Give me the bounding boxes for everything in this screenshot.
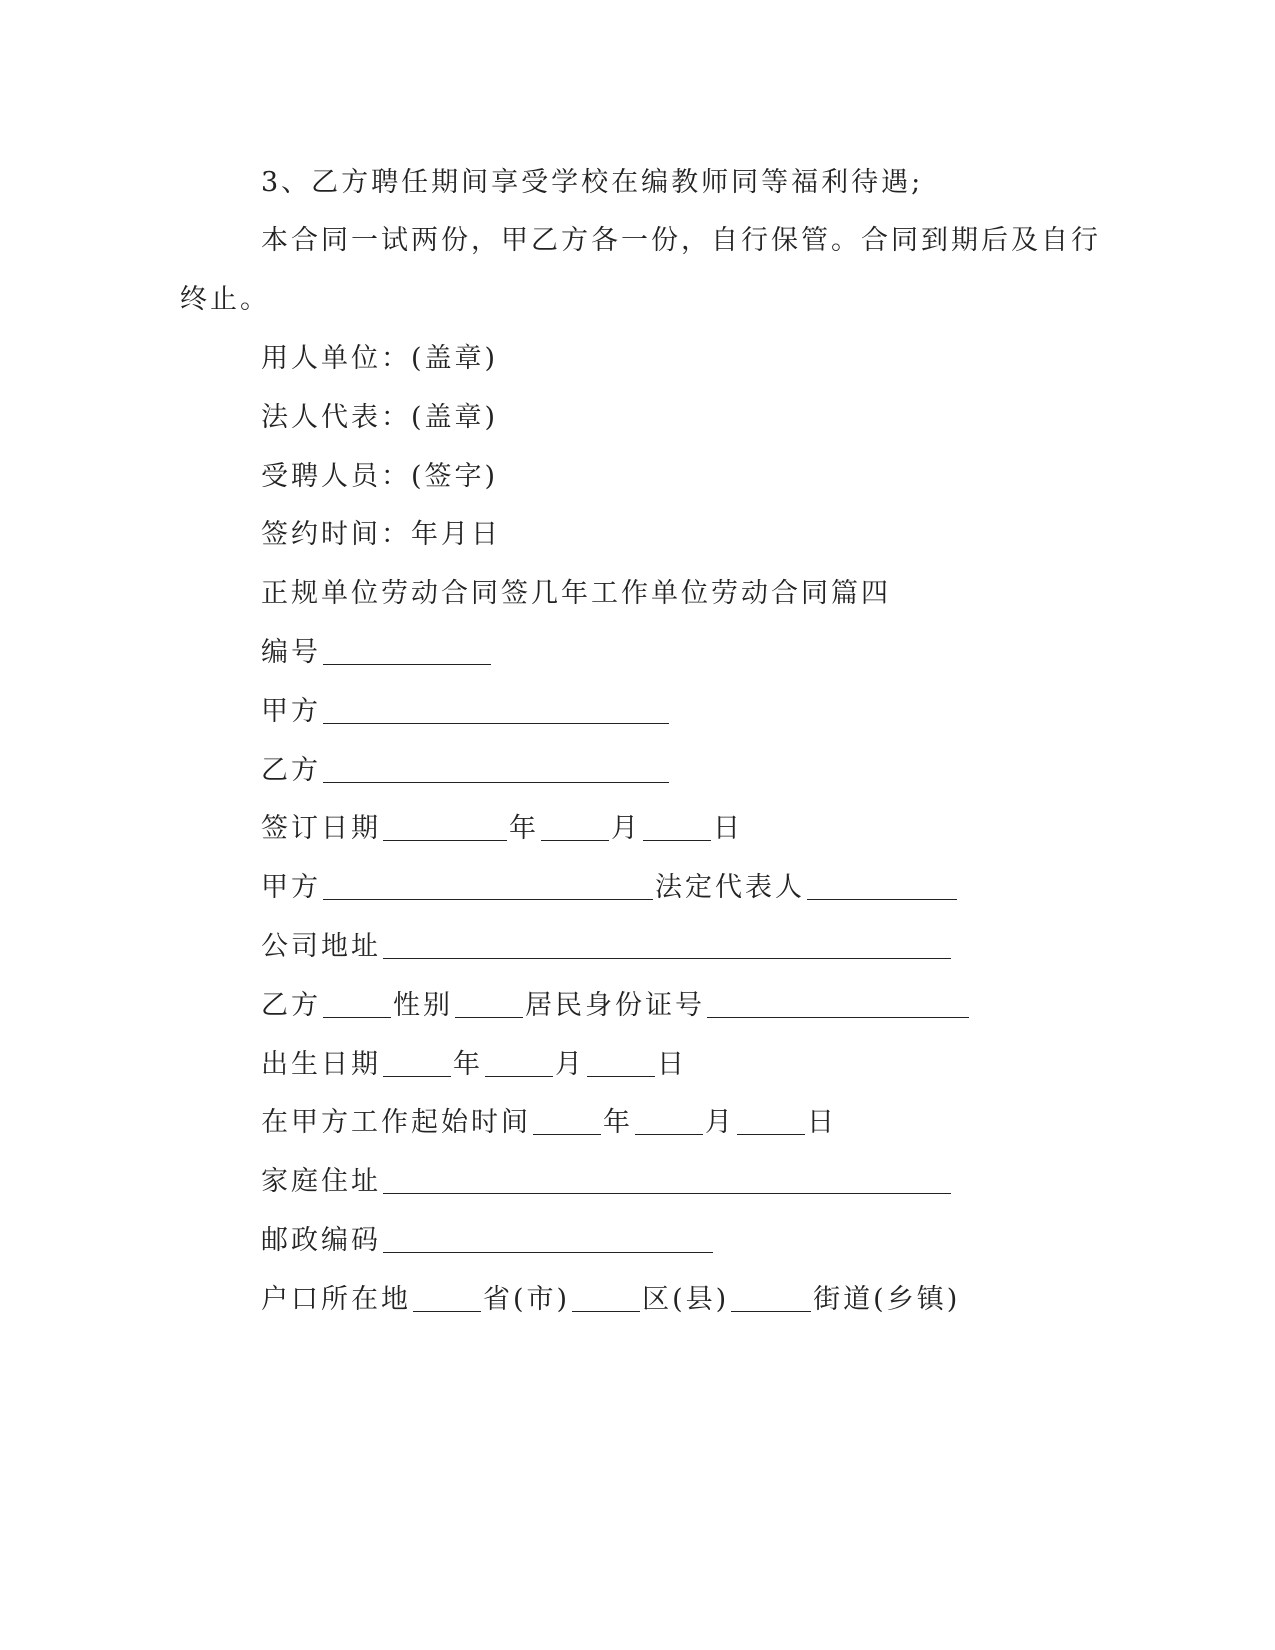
work-start-year-blank[interactable] <box>533 1108 601 1135</box>
street-blank[interactable] <box>731 1285 811 1312</box>
party-b-blank[interactable] <box>323 756 669 783</box>
gender-label: 性别 <box>393 990 453 1021</box>
legal-rep-blank[interactable] <box>807 873 957 900</box>
sign-date-label: 签订日期 <box>261 813 381 844</box>
party-a-blank[interactable] <box>323 697 669 724</box>
contract-number-row <box>261 636 493 670</box>
birth-year-blank[interactable] <box>383 1050 451 1077</box>
district-blank[interactable] <box>572 1285 640 1312</box>
copies-clause-line1: 本合同一试两份，甲乙方各一份，自行保管。合同到期后及自行 <box>261 225 1101 256</box>
company-address-row <box>261 930 953 964</box>
postcode-label: 邮政编码 <box>261 1225 381 1256</box>
day-label: 日 <box>657 1049 687 1080</box>
sign-year-blank[interactable] <box>383 814 507 841</box>
company-address-blank[interactable] <box>383 932 951 959</box>
section-title: 正规单位劳动合同签几年工作单位劳动合同篇四 <box>261 578 891 609</box>
sign-date-row <box>261 812 743 846</box>
sign-day-blank[interactable] <box>643 814 711 841</box>
party-a-legal-rep-row <box>261 871 959 905</box>
party-b-label: 乙方 <box>261 990 321 1021</box>
party-b-name-blank[interactable] <box>323 991 391 1018</box>
home-address-label: 家庭住址 <box>261 1166 381 1197</box>
year-label: 年 <box>509 813 539 844</box>
work-start-month-blank[interactable] <box>635 1108 703 1135</box>
month-label: 月 <box>555 1049 585 1080</box>
id-number-label: 居民身份证号 <box>525 990 705 1021</box>
party-b-row <box>261 754 671 788</box>
hukou-label: 户口所在地 <box>261 1284 411 1315</box>
party-a-row <box>261 695 671 729</box>
day-label: 日 <box>713 813 743 844</box>
company-address-label: 公司地址 <box>261 931 381 962</box>
party-a-name-blank[interactable] <box>323 873 653 900</box>
legal-rep-seal: 法人代表：(盖章) <box>261 402 499 433</box>
year-label: 年 <box>603 1107 633 1138</box>
home-address-blank[interactable] <box>383 1167 951 1194</box>
legal-rep-label: 法定代表人 <box>655 872 805 903</box>
id-number-blank[interactable] <box>707 991 969 1018</box>
month-label: 月 <box>705 1107 735 1138</box>
employer-unit-seal: 用人单位：(盖章) <box>261 343 499 374</box>
day-label: 日 <box>807 1107 837 1138</box>
sign-month-blank[interactable] <box>541 814 609 841</box>
province-label: 省(市) <box>483 1284 571 1315</box>
party-a-label: 甲方 <box>261 872 321 903</box>
district-label: 区(县) <box>642 1284 730 1315</box>
province-blank[interactable] <box>413 1285 481 1312</box>
party-a-label: 甲方 <box>261 696 321 727</box>
contract-number-label: 编号 <box>261 637 321 668</box>
contract-number-blank[interactable] <box>323 638 491 665</box>
street-label: 街道(乡镇) <box>813 1284 961 1315</box>
party-b-details-row <box>261 989 971 1023</box>
birth-day-blank[interactable] <box>587 1050 655 1077</box>
signing-time: 签约时间：年月日 <box>261 519 501 550</box>
employee-signature: 受聘人员：(签字) <box>261 461 499 492</box>
work-start-row <box>261 1106 837 1140</box>
work-start-day-blank[interactable] <box>737 1108 805 1135</box>
month-label: 月 <box>611 813 641 844</box>
birth-date-label: 出生日期 <box>261 1049 381 1080</box>
hukou-row <box>261 1283 960 1317</box>
clause-3: 3、乙方聘任期间享受学校在编教师同等福利待遇; <box>261 167 924 198</box>
work-start-label: 在甲方工作起始时间 <box>261 1107 531 1138</box>
birth-date-row <box>261 1048 687 1082</box>
party-b-label: 乙方 <box>261 755 321 786</box>
gender-blank[interactable] <box>455 991 523 1018</box>
postcode-row <box>261 1224 715 1258</box>
birth-month-blank[interactable] <box>485 1050 553 1077</box>
postcode-blank[interactable] <box>383 1226 713 1253</box>
copies-clause-line2: 终止。 <box>180 284 270 315</box>
year-label: 年 <box>453 1049 483 1080</box>
home-address-row <box>261 1165 953 1199</box>
